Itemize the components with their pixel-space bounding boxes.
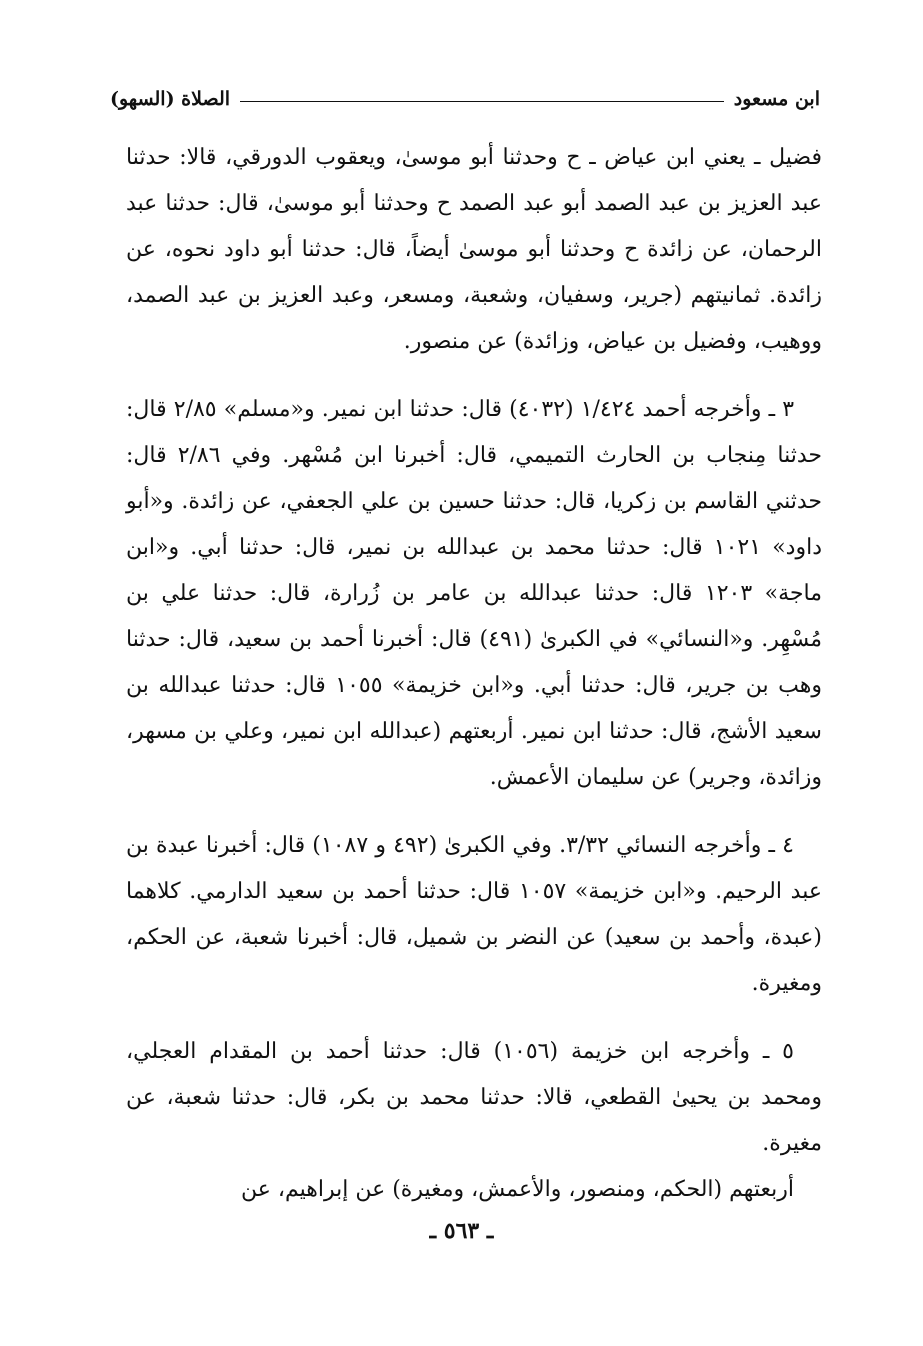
header-rule (240, 101, 724, 102)
paragraph-takhrij-5: ٥ ـ وأخرجه ابن خزيمة (١٠٥٦) قال: حدثنا أحمد بن المقدام العجلي، ومحمد بن يحيىٰ القطعي، قالا: حدثنا محمد بن بكر، قال: حدثنا شعبة، عن مغيرة. (126, 1039, 822, 1156)
running-header (110, 84, 820, 114)
page-number: ـ ٥٦٣ ـ (429, 1218, 494, 1244)
paragraph-continuation: فضيل ـ يعني ابن عياض ـ ح وحدثنا أبو موسىٰ، ويعقوب الدورقي، قالا: حدثنا عبد العزيز بن عبد الصمد أبو عبد الصمد ح وحدثنا أبو موسىٰ، قال: حدثنا عبد الرحمان، عن زائدة ح وحدثنا أبو موسىٰ أيضاً، قال: حدثنا أبو داود نحوه، عن زائدة. ثمانيتهم (جرير، وسفيان، وشعبة، ومسعر، وعبد العزيز بن عبد الصمد، ووهيب، وفضيل بن عياض، وزائدة) عن منصور. (126, 145, 822, 354)
paragraph-summary: أربعتهم (الحكم، ومنصور، والأعمش، ومغيرة) عن إبراهيم، عن (241, 1177, 794, 1202)
paragraph-takhrij-4: ٤ ـ وأخرجه النسائي ٣/٣٢. وفي الكبرىٰ (٤٩٢ و ١٠٨٧) قال: أخبرنا عبدة بن عبد الرحيم. و«ابن خزيمة» ١٠٥٧ قال: حدثنا أحمد بن سعيد الدارمي. كلاهما (عبدة، وأحمد بن سعيد) عن النضر بن شميل، قال: أخبرنا شعبة، عن الحكم، ومغيرة. (126, 833, 823, 996)
paragraph-takhrij-3: ٣ ـ وأخرجه أحمد ١/٤٢٤ (٤٠٣٢) قال: حدثنا ابن نمير. و«مسلم» ٢/٨٥ قال: حدثنا مِنجاب بن الحارث التميمي، قال: أخبرنا ابن مُسْهر. وفي ٢/٨٦ قال: حدثني القاسم بن زكريا، قال: حدثنا حسين بن علي الجعفي، عن زائدة. و«أبو داود» ١٠٢١ قال: حدثنا محمد بن عبدالله بن نمير، قال: حدثنا أبي. و«ابن ماجة» ١٢٠٣ قال: حدثنا عبدالله بن عامر بن زُرارة، قال: حدثنا علي بن مُسْهِر. و«النسائي» في الكبرىٰ (٤٩١) قال: أخبرنا أحمد بن سعيد، قال: حدثنا وهب بن جرير، قال: حدثنا أبي. و«ابن خزيمة» ١٠٥٥ قال: حدثنا عبدالله بن سعيد الأشج، قال: حدثنا ابن نمير. أربعتهم (عبدالله ابن نمير، وعلي بن مسهر، وزائدة، وجرير) عن سليمان الأعمش. (126, 397, 822, 790)
header-chapter-title: الصلاة (السهو) (110, 88, 231, 110)
page-body (126, 135, 822, 1213)
header-narrator-name: ابن مسعود (733, 88, 820, 110)
